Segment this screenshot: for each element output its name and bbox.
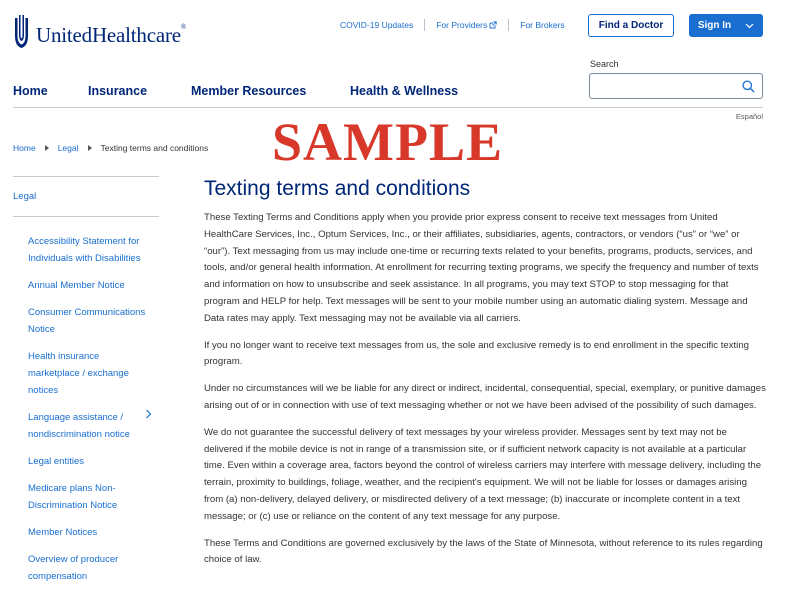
sidebar-heading-legal[interactable]: Legal (13, 191, 37, 202)
sidebar-item-legal-entities[interactable]: Legal entities (28, 456, 84, 467)
utility-divider (424, 19, 425, 31)
sidebar-divider (13, 176, 159, 177)
utility-divider (508, 19, 509, 31)
breadcrumb-arrow-icon (88, 145, 92, 151)
brand-logo[interactable] (13, 14, 186, 50)
chevron-down-icon (745, 23, 754, 29)
breadcrumb (13, 143, 208, 153)
breadcrumb-legal[interactable]: Legal (57, 143, 79, 153)
sign-in-button[interactable] (689, 14, 763, 37)
paragraph: These Texting Terms and Conditions apply when you provide prior express consent to receive text messages from United HealthCare Services, Inc., Optum Services, Inc., or their affiliates, subsidiaries, agents, contractors, or vendors (“us” or “we” or “our”). Text messaging from us may include one-time or recurring texts related to your benefits, programs, products, services, and tools, and/or general health information. At enrollment for recurring texting programs, we specify the frequency and number of texts and information on how to unsubscribe and seek assistance. In all programs, you may text STOP to stop messaging for that program and HELP for help. Text messages will be sent to your mobile number using an automatic dialing system. Message and Data rates may apply. Text messaging may not be available via all carriers. (204, 212, 759, 324)
for-brokers-link[interactable]: For Brokers (520, 20, 565, 30)
paragraph: These Terms and Conditions are governed exclusively by the laws of the State of Minnesota, without reference to its rules regarding choice of law. (204, 537, 763, 566)
sample-watermark: SAMPLE (272, 112, 504, 172)
article-body (204, 210, 766, 579)
sidebar-item-marketplace-notices[interactable]: Health insurance marketplace / exchange notices (28, 351, 129, 396)
main-nav (13, 84, 458, 98)
sign-in-label: Sign In (697, 20, 732, 31)
espanol-link[interactable]: Español (735, 112, 763, 121)
sidebar-item-consumer-communications[interactable]: Consumer Communications Notice (28, 307, 146, 335)
sidebar-item-annual-notice[interactable]: Annual Member Notice (28, 280, 125, 291)
search-label: Search (590, 59, 619, 69)
search-icon[interactable] (742, 80, 755, 93)
paragraph: Under no circumstances will we be liable for any direct or indirect, incidental, consequential, special, exemplary, or punitive damages arising out of or in connection with use of text messaging whether or not we have been advised of the possibility of such damages. (204, 383, 766, 411)
search-input[interactable] (589, 73, 763, 99)
nav-member-resources[interactable]: Member Resources (191, 84, 307, 98)
sidebar-divider (13, 216, 159, 217)
find-doctor-button[interactable]: Find a Doctor (588, 14, 674, 37)
chevron-right-icon[interactable] (145, 409, 152, 419)
sidebar-item-producer-compensation[interactable]: Overview of producer compensation (28, 554, 119, 582)
page-title: Texting terms and conditions (204, 177, 471, 200)
external-link-icon (489, 21, 497, 29)
for-providers-link[interactable]: For Providers (436, 20, 497, 30)
nav-insurance[interactable]: Insurance (88, 84, 148, 98)
sidebar-item-member-notices[interactable]: Member Notices (28, 527, 98, 538)
nav-health-wellness[interactable]: Health & Wellness (350, 84, 459, 98)
sidebar-item-accessibility[interactable]: Accessibility Statement for Individuals with Disabilities (28, 236, 141, 264)
paragraph: We do not guarantee the successful delivery of text messages by your wireless provider. Messages sent by text may not be delivered if the mobile device is not in range of a transmission site, or if sufficient network capacity is not available at a particular time. Even within a coverage area, factors beyond the control of wireless carriers may interfere with message delivery, including the terrain, proximity to buildings, foliage, weather, and the recipient's equipment. We will not be liable for losses or damages arising from (a) non-delivery, delayed delivery, or misdirected delivery of a text message; (b) inaccurate or incomplete content in a text message; or (c) use or reliance on the content of any text message for any purpose. (204, 426, 762, 522)
nav-home[interactable]: Home (13, 84, 48, 98)
paragraph: If you no longer want to receive text messages from us, the sole and exclusive remedy is to end enrollment in the specific texting program. (204, 339, 749, 368)
covid-updates-link[interactable]: COVID-19 Updates (340, 20, 414, 30)
breadcrumb-home[interactable]: Home (13, 143, 36, 153)
breadcrumb-arrow-icon (45, 145, 49, 151)
header-divider (13, 107, 763, 108)
utility-links (340, 19, 565, 31)
uhc-shield-icon (13, 14, 30, 50)
breadcrumb-current: Texting terms and conditions (100, 143, 209, 153)
sidebar-item-language-assistance[interactable]: Language assistance / nondiscrimination notice (28, 409, 148, 443)
sidebar-list (28, 233, 148, 595)
sidebar-item-medicare-nondiscrimination[interactable]: Medicare plans Non-Discrimination Notice (28, 483, 118, 511)
brand-name: UnitedHealthcare® (36, 22, 187, 47)
